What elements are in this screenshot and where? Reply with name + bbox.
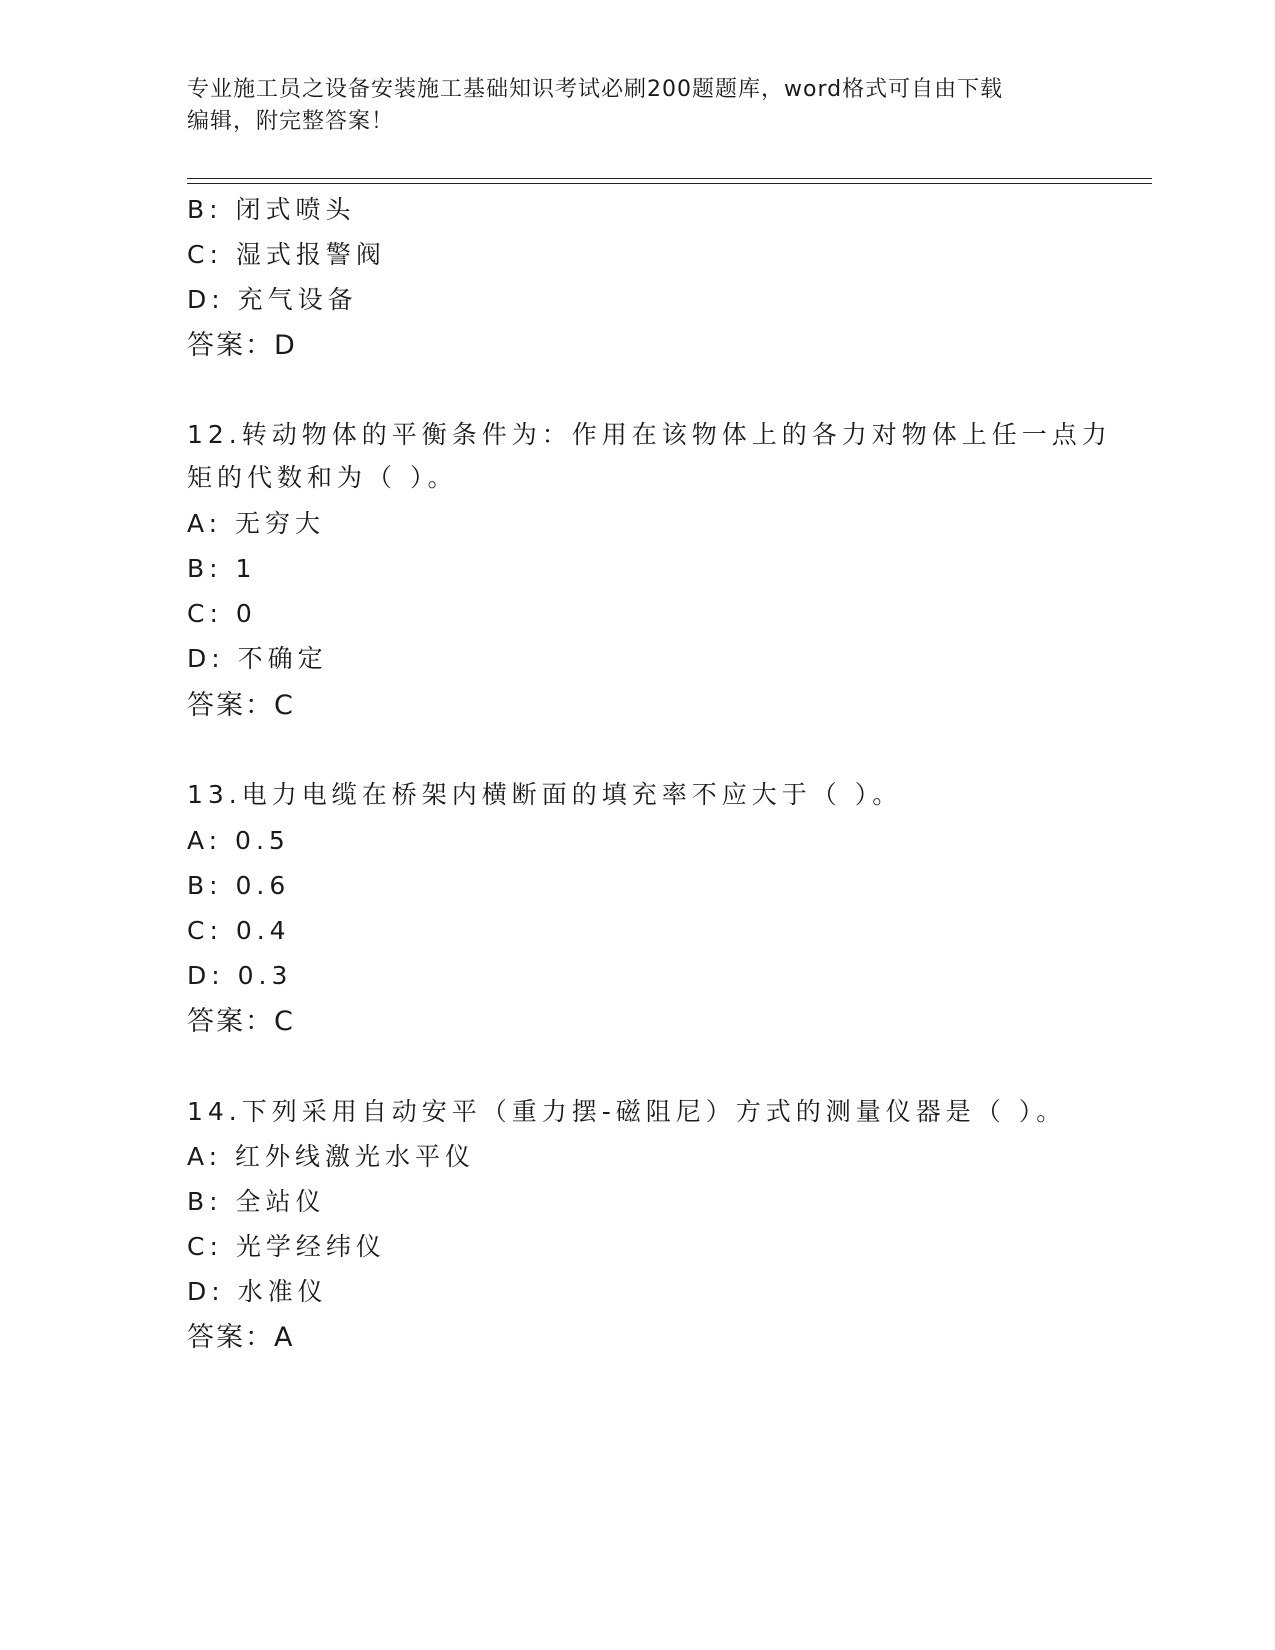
answer-value: D: [274, 330, 295, 361]
q14-stem: 14.下列采用自动安平（重力摆-磁阻尼）方式的测量仪器是（ ）。: [187, 1097, 1067, 1126]
answer-label: 答案：: [187, 330, 274, 361]
answer-value: A: [274, 1322, 293, 1353]
document-header: [187, 74, 1087, 138]
q14-option-b: B: 全站仪: [187, 1187, 326, 1216]
q11-answer: [187, 330, 295, 362]
header-divider-top: [187, 178, 1152, 179]
q13-option-b: B: 0.6: [187, 871, 291, 900]
q11-option-c: C: 湿式报警阀: [187, 240, 386, 269]
q12-option-c: C: 0: [187, 599, 257, 628]
q13-option-a: A: 0.5: [187, 826, 290, 855]
q13-option-d: D: 0.3: [187, 961, 293, 990]
q13-answer: [187, 1006, 293, 1038]
q14-answer: [187, 1322, 292, 1354]
q13-option-c: C: 0.4: [187, 916, 291, 945]
q12-option-d: D: 不确定: [187, 644, 328, 673]
header-line-1: 专业施工员之设备安装施工基础知识考试必刷200题题库，word格式可自由下载: [187, 77, 1004, 102]
answer-value: C: [274, 1006, 293, 1037]
q11-option-b: B: 闭式喷头: [187, 195, 356, 224]
header-divider-bottom: [187, 183, 1152, 184]
q12-stem-line-1: 12.转动物体的平衡条件为：作用在该物体上的各力对物体上任一点力: [187, 420, 1112, 449]
q12-answer: [187, 690, 293, 722]
q12-option-b: B: 1: [187, 554, 257, 583]
answer-label: 答案：: [187, 690, 274, 721]
q14-option-a: A: 红外线激光水平仪: [187, 1142, 476, 1171]
header-line-2: 编辑，附完整答案！: [187, 109, 395, 134]
q14-option-c: C: 光学经纬仪: [187, 1232, 386, 1261]
answer-label: 答案：: [187, 1322, 274, 1353]
q13-stem: 13.电力电缆在桥架内横断面的填充率不应大于（ ）。: [187, 780, 903, 809]
q11-option-d: D: 充气设备: [187, 285, 358, 314]
q12-option-a: A: 无穷大: [187, 509, 326, 538]
q12-stem-line-2: 矩的代数和为（ ）。: [187, 463, 458, 492]
answer-value: C: [274, 690, 293, 721]
q14-option-d: D: 水准仪: [187, 1277, 328, 1306]
answer-label: 答案：: [187, 1006, 274, 1037]
